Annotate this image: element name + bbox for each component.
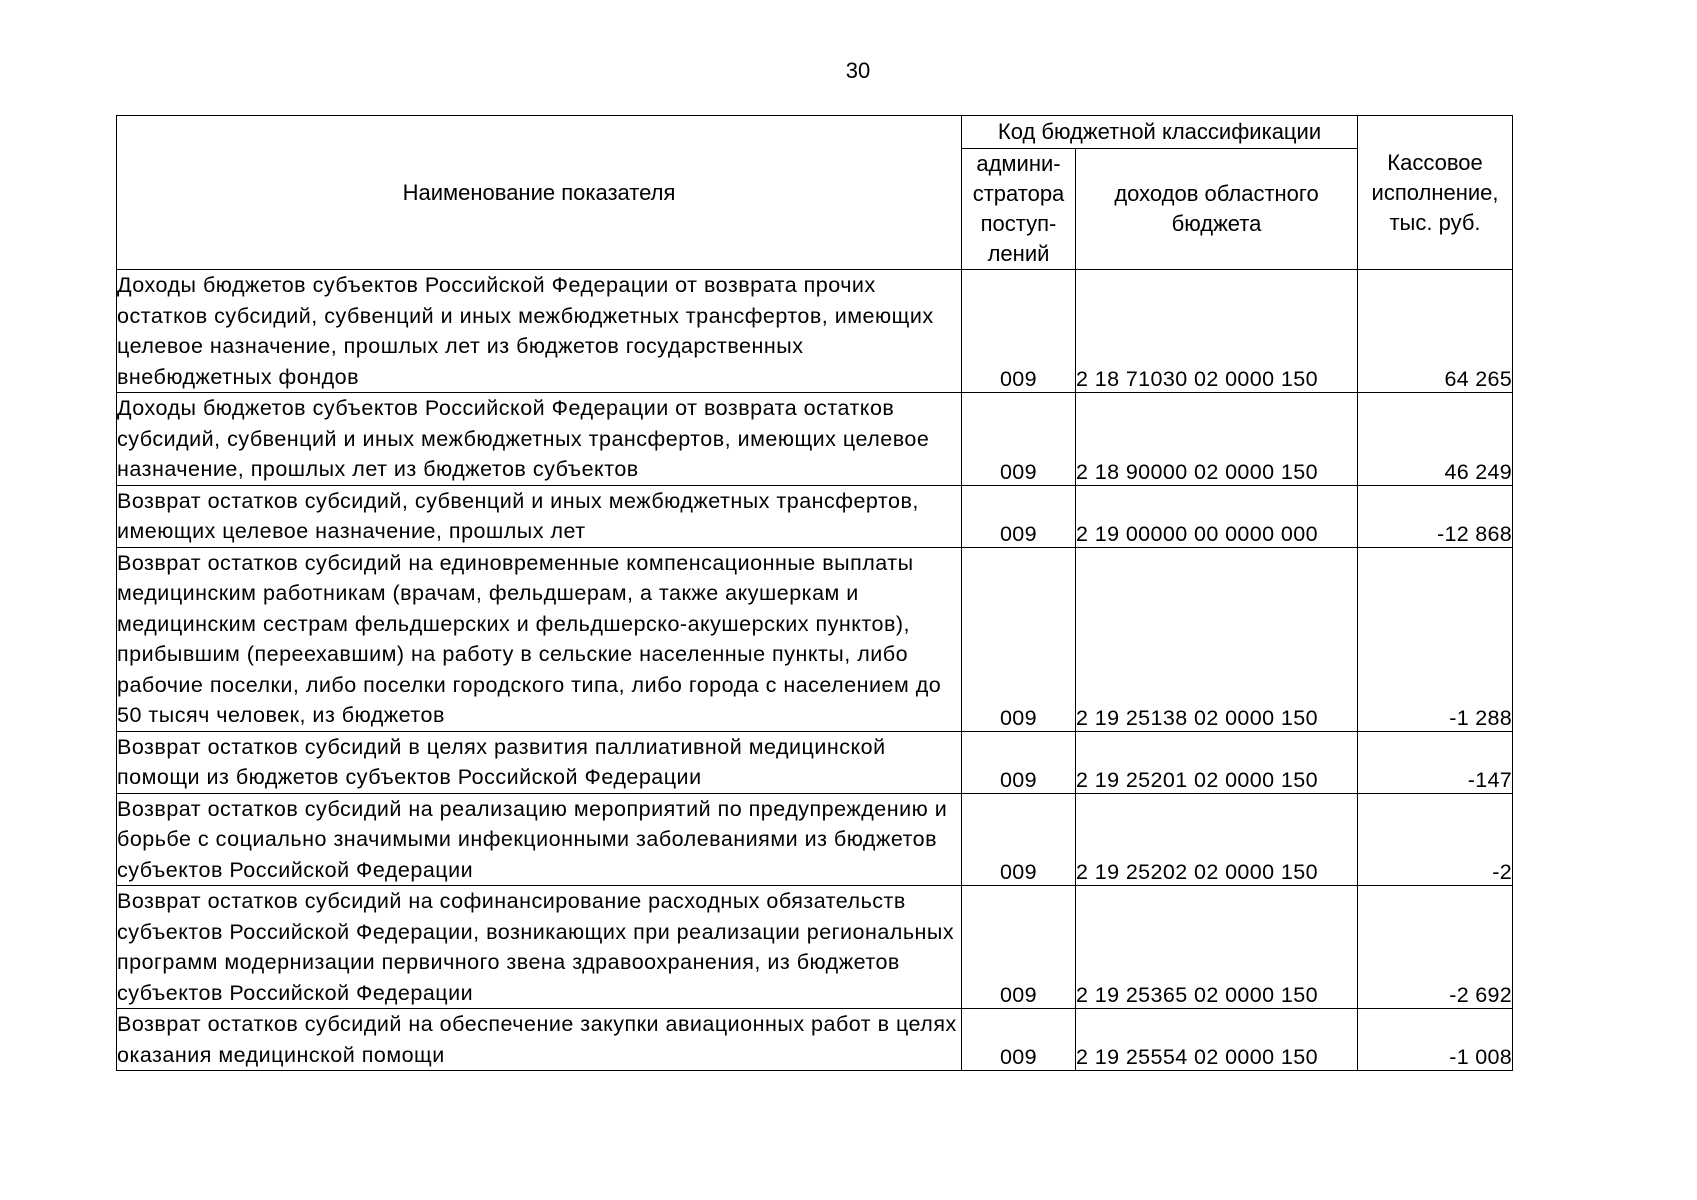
row-income-code: 2 19 25138 02 0000 150 xyxy=(1076,547,1358,731)
row-income-code: 2 19 25365 02 0000 150 xyxy=(1076,886,1358,1009)
budget-table xyxy=(116,115,1513,1071)
row-value: 46 249 xyxy=(1358,393,1513,486)
row-income-code: 2 18 71030 02 0000 150 xyxy=(1076,270,1358,393)
row-name: Возврат остатков субсидий, субвенций и иных межбюджетных трансфертов, имеющих целевое назначение, прошлых лет xyxy=(117,485,962,547)
header-regional-income: доходов областного бюджета xyxy=(1076,149,1358,270)
header-indicator-name: Наименование показателя xyxy=(117,116,962,270)
table-row xyxy=(117,547,1513,731)
row-admin-code: 009 xyxy=(962,731,1076,793)
row-admin-code: 009 xyxy=(962,1009,1076,1071)
row-value: -2 xyxy=(1358,793,1513,886)
row-value: 64 265 xyxy=(1358,270,1513,393)
row-admin-code: 009 xyxy=(962,393,1076,486)
page-number: 30 xyxy=(845,58,871,83)
row-name: Доходы бюджетов субъектов Российской Федерации от возврата прочих остатков субсидий, субвенций и иных межбюджетных трансфертов, имеющих целевое назначение, прошлых лет из бюджетов государственных внебюджетных фондов xyxy=(117,270,962,393)
table-row xyxy=(117,1009,1513,1071)
table-header xyxy=(117,116,1513,270)
header-cash-execution: Кассовое исполнение, тыс. руб. xyxy=(1358,116,1513,270)
row-value: -2 692 xyxy=(1358,886,1513,1009)
header-administrator: админи-стратора поступ-лений xyxy=(962,149,1076,270)
row-admin-code: 009 xyxy=(962,485,1076,547)
row-admin-code: 009 xyxy=(962,270,1076,393)
row-name: Возврат остатков субсидий в целях развития паллиативной медицинской помощи из бюджетов субъектов Российской Федерации xyxy=(117,731,962,793)
row-income-code: 2 18 90000 02 0000 150 xyxy=(1076,393,1358,486)
row-income-code: 2 19 25201 02 0000 150 xyxy=(1076,731,1358,793)
row-value: -12 868 xyxy=(1358,485,1513,547)
row-admin-code: 009 xyxy=(962,547,1076,731)
row-value: -1 288 xyxy=(1358,547,1513,731)
table-row xyxy=(117,886,1513,1009)
row-admin-code: 009 xyxy=(962,793,1076,886)
table-row xyxy=(117,485,1513,547)
row-name: Доходы бюджетов субъектов Российской Федерации от возврата остатков субсидий, субвенций и иных межбюджетных трансфертов, имеющих целевое назначение, прошлых лет из бюджетов субъектов xyxy=(117,393,962,486)
table-row xyxy=(117,393,1513,486)
row-value: -147 xyxy=(1358,731,1513,793)
table-row xyxy=(117,731,1513,793)
header-classification-code: Код бюджетной классификации xyxy=(962,116,1358,149)
row-income-code: 2 19 00000 00 0000 000 xyxy=(1076,485,1358,547)
row-name: Возврат остатков субсидий на единовременные компенсационные выплаты медицинским работникам (врачам, фельдшерам, а также акушеркам и медицинским сестрам фельдшерских и фельдшерско-акушерских пунктов), прибывшим (переехавшим) на работу в сельские населенные пункты, либо рабочие поселки, либо поселки городского типа, либо города с населением до 50 тысяч человек, из бюджетов xyxy=(117,547,962,731)
row-admin-code: 009 xyxy=(962,886,1076,1009)
table-row xyxy=(117,270,1513,393)
row-name: Возврат остатков субсидий на обеспечение закупки авиационных работ в целях оказания медицинской помощи xyxy=(117,1009,962,1071)
table-row xyxy=(117,793,1513,886)
row-income-code: 2 19 25554 02 0000 150 xyxy=(1076,1009,1358,1071)
row-name: Возврат остатков субсидий на софинансирование расходных обязательств субъектов Российской Федерации, возникающих при реализации региональных программ модернизации первичного звена здравоохранения, из бюджетов субъектов Российской Федерации xyxy=(117,886,962,1009)
row-income-code: 2 19 25202 02 0000 150 xyxy=(1076,793,1358,886)
table-body xyxy=(117,270,1513,1071)
row-name: Возврат остатков субсидий на реализацию мероприятий по предупреждению и борьбе с социально значимыми инфекционными заболеваниями из бюджетов субъектов Российской Федерации xyxy=(117,793,962,886)
row-value: -1 008 xyxy=(1358,1009,1513,1071)
